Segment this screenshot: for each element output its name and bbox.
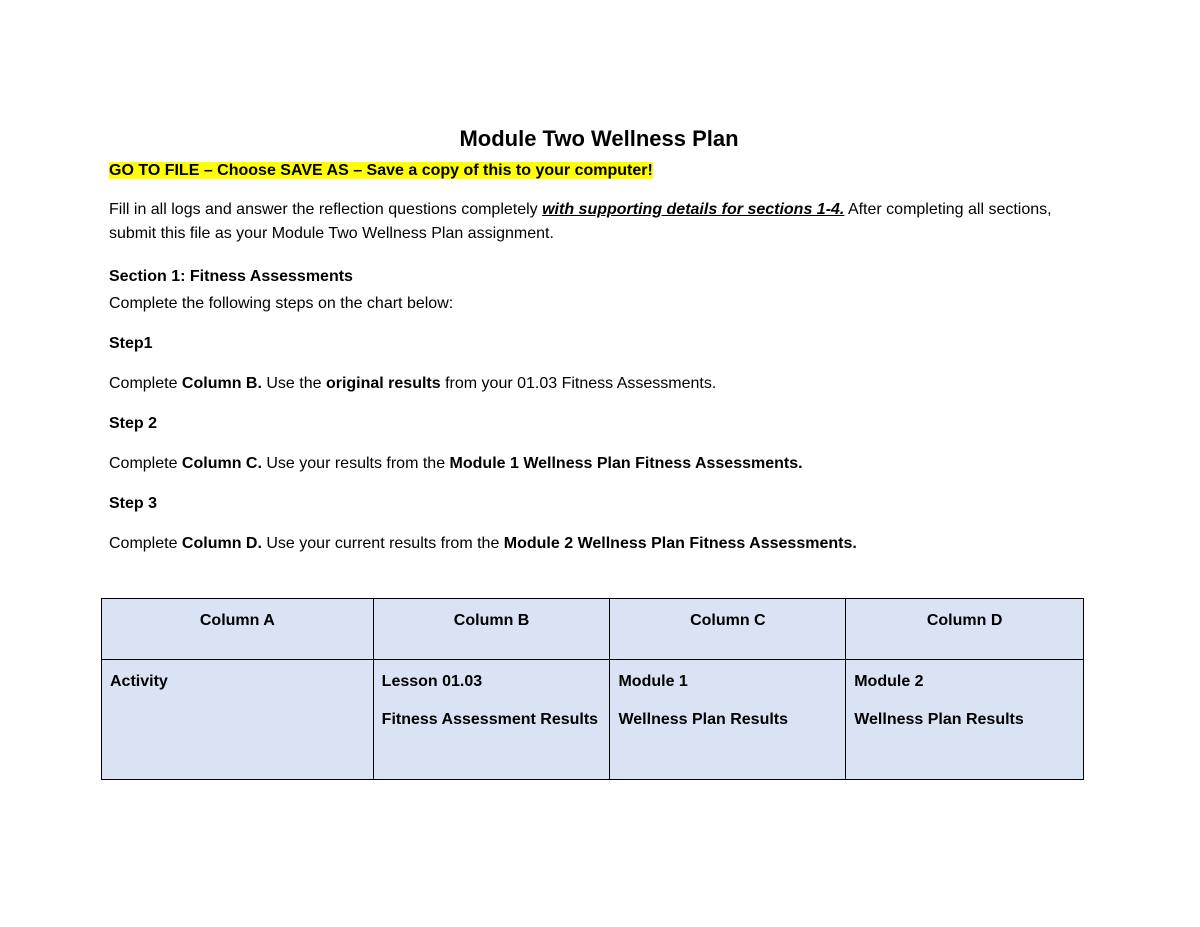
section-1-heading: Section 1: Fitness Assessments (109, 268, 353, 285)
step-1-source: original results (325, 375, 441, 392)
cell-column-b (373, 660, 610, 780)
header-column-b: Column B (373, 599, 610, 660)
section-1-instruction: Complete the following steps on the chart below: (109, 295, 454, 312)
fitness-assessment-table (101, 598, 1084, 780)
step-2-heading: Step 2 (109, 415, 158, 432)
step-2-text (109, 452, 1089, 476)
step-3-text (109, 532, 1089, 556)
intro-text-start: Fill in all logs and answer the reflection questions completely (109, 201, 543, 218)
step-3-heading: Step 3 (109, 495, 158, 512)
step-1-part: Complete (109, 375, 182, 392)
document-body (109, 126, 1089, 556)
save-instruction (109, 160, 1089, 182)
step-2-source: Module 1 Wellness Plan Fitness Assessments. (449, 455, 803, 472)
step-3-part: Use your current results from the (261, 535, 504, 552)
intro-paragraph (109, 198, 1089, 246)
cell-column-a (102, 660, 374, 780)
cell-column-c (610, 660, 846, 780)
cell-b-line-1: Lesson 01.03 (381, 673, 483, 690)
intro-emphasis: with supporting details for sections 1-4. (542, 201, 845, 218)
step-1-text (109, 372, 1089, 396)
step-3-source: Module 2 Wellness Plan Fitness Assessments. (503, 535, 857, 552)
intro-text-end: After completing all sections, submit this file as your Module Two Wellness Plan assignment. (109, 201, 1052, 242)
cell-d-line-1: Module 2 (854, 673, 924, 690)
save-instruction-text: GO TO FILE – Choose SAVE AS – Save a copy of this to your computer! (109, 162, 653, 179)
header-column-c: Column C (610, 599, 846, 660)
cell-column-d (846, 660, 1084, 780)
header-column-a: Column A (102, 599, 374, 660)
step-2-part: Use your results from the (261, 455, 450, 472)
cell-activity: Activity (110, 673, 168, 690)
step-1-column: Column B. (181, 375, 262, 392)
table-row (102, 660, 1084, 780)
step-3-part: Complete (109, 535, 182, 552)
step-3-column: Column D. (181, 535, 262, 552)
document-title: Module Two Wellness Plan (459, 126, 739, 151)
cell-d-line-2: Wellness Plan Results (854, 711, 1024, 728)
header-column-d: Column D (846, 599, 1084, 660)
step-1-part: from your 01.03 Fitness Assessments. (440, 375, 717, 392)
step-1-heading: Step1 (109, 335, 153, 352)
table-header-row (102, 599, 1084, 660)
cell-b-line-2: Fitness Assessment Results (381, 711, 599, 728)
cell-c-line-1: Module 1 (618, 673, 688, 690)
cell-c-line-2: Wellness Plan Results (618, 711, 789, 728)
step-2-part: Complete (109, 455, 182, 472)
step-1-part: Use the (261, 375, 326, 392)
step-2-column: Column C. (181, 455, 262, 472)
